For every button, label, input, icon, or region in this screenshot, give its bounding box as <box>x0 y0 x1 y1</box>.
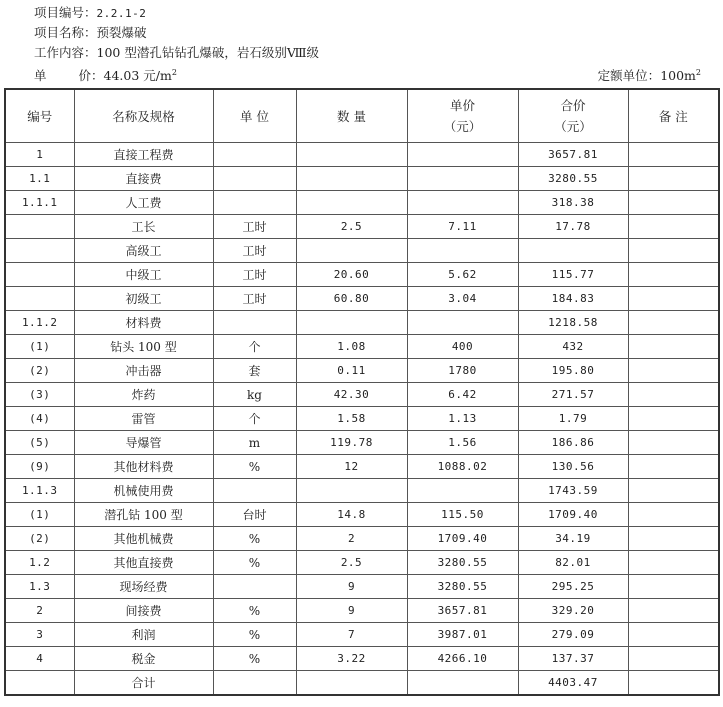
cell-price: 115.50 <box>407 503 518 527</box>
cell-code: (2) <box>5 527 74 551</box>
cell-price <box>407 239 518 263</box>
cell-qty: 0.11 <box>296 359 407 383</box>
cell-code <box>5 287 74 311</box>
table-row <box>5 359 719 383</box>
cell-code: (4) <box>5 407 74 431</box>
table-row <box>5 191 719 215</box>
cell-name: 冲击器 <box>74 359 213 383</box>
cell-code: (1) <box>5 503 74 527</box>
table-row <box>5 479 719 503</box>
cell-qty: 119.78 <box>296 431 407 455</box>
col-header-price-line1: 单价 <box>449 98 475 113</box>
cell-code: 1.1.1 <box>5 191 74 215</box>
cell-unit: % <box>213 551 296 575</box>
table-row <box>5 287 719 311</box>
cell-remark <box>628 239 719 263</box>
quota-unit-note <box>598 65 701 84</box>
work-content-value: 100 型潜孔钻钻孔爆破，岩石级别Ⅷ级 <box>96 45 320 60</box>
cell-unit <box>213 311 296 335</box>
cell-qty <box>296 671 407 696</box>
cell-qty <box>296 479 407 503</box>
table-row <box>5 335 719 359</box>
cell-qty: 9 <box>296 599 407 623</box>
cell-price: 1.13 <box>407 407 518 431</box>
table-row <box>5 431 719 455</box>
cell-remark <box>628 407 719 431</box>
cell-name: 现场经费 <box>74 575 213 599</box>
cell-total: 130.56 <box>518 455 628 479</box>
cell-total: 271.57 <box>518 383 628 407</box>
cell-price: 3987.01 <box>407 623 518 647</box>
cell-remark <box>628 335 719 359</box>
quota-unit-superscript: 2 <box>695 68 701 77</box>
unit-price-superscript: 2 <box>171 68 177 77</box>
cell-name: 雷管 <box>74 407 213 431</box>
quota-unit-label: 定额单位： <box>597 68 661 83</box>
cell-total: 1218.58 <box>518 311 628 335</box>
cell-total: 195.80 <box>518 359 628 383</box>
quota-table <box>4 88 720 696</box>
cell-total: 137.37 <box>518 647 628 671</box>
cell-unit: 工时 <box>213 239 296 263</box>
cell-unit: % <box>213 599 296 623</box>
cell-total <box>518 239 628 263</box>
col-header-total <box>518 89 628 143</box>
cell-total: 295.25 <box>518 575 628 599</box>
cell-code: 1.3 <box>5 575 74 599</box>
cell-price <box>407 671 518 696</box>
cell-total: 3657.81 <box>518 143 628 167</box>
cell-unit <box>213 671 296 696</box>
cell-remark <box>628 671 719 696</box>
cell-code: 1 <box>5 143 74 167</box>
unit-price-label-b: 价： <box>78 68 104 83</box>
cell-remark <box>628 359 719 383</box>
cell-price: 4266.10 <box>407 647 518 671</box>
cell-qty: 3.22 <box>296 647 407 671</box>
cell-qty: 1.58 <box>296 407 407 431</box>
unit-price-value: 44.03 元/m <box>103 68 172 83</box>
cell-qty <box>296 191 407 215</box>
cell-remark <box>628 263 719 287</box>
work-content-label: 工作内容： <box>34 45 97 60</box>
cell-total: 4403.47 <box>518 671 628 696</box>
cell-code: (9) <box>5 455 74 479</box>
cell-unit: % <box>213 623 296 647</box>
cell-code: (1) <box>5 335 74 359</box>
cell-code <box>5 239 74 263</box>
cell-price: 400 <box>407 335 518 359</box>
cell-unit <box>213 191 296 215</box>
table-row <box>5 311 719 335</box>
col-header-remark: 备 注 <box>628 89 719 143</box>
col-header-total-line1: 合价 <box>560 98 586 113</box>
cell-name: 间接费 <box>74 599 213 623</box>
cell-code: 2 <box>5 599 74 623</box>
table-row <box>5 551 719 575</box>
cell-total: 1743.59 <box>518 479 628 503</box>
cell-total: 82.01 <box>518 551 628 575</box>
cell-code <box>5 671 74 696</box>
cell-total: 432 <box>518 335 628 359</box>
cell-unit: m <box>213 431 296 455</box>
cell-unit: kg <box>213 383 296 407</box>
cell-remark <box>628 431 719 455</box>
project-name-label: 项目名称： <box>34 25 97 40</box>
cell-total: 186.86 <box>518 431 628 455</box>
table-row <box>5 623 719 647</box>
cell-unit: 套 <box>213 359 296 383</box>
cell-name: 直接费 <box>74 167 213 191</box>
cell-name: 其他材料费 <box>74 455 213 479</box>
cell-price: 7.11 <box>407 215 518 239</box>
cell-remark <box>628 623 719 647</box>
cell-total: 115.77 <box>518 263 628 287</box>
cell-price <box>407 311 518 335</box>
table-row <box>5 215 719 239</box>
cell-unit: % <box>213 527 296 551</box>
project-name-line <box>34 25 147 41</box>
cell-remark <box>628 191 719 215</box>
cell-qty <box>296 311 407 335</box>
cell-price: 1.56 <box>407 431 518 455</box>
project-number-line <box>34 5 146 22</box>
quota-unit-value: 100m <box>660 68 696 83</box>
cell-total: 1709.40 <box>518 503 628 527</box>
cell-total: 184.83 <box>518 287 628 311</box>
cell-name: 税金 <box>74 647 213 671</box>
cell-qty: 9 <box>296 575 407 599</box>
table-row <box>5 671 719 696</box>
cell-total: 1.79 <box>518 407 628 431</box>
cell-remark <box>628 215 719 239</box>
cell-remark <box>628 383 719 407</box>
cell-price: 6.42 <box>407 383 518 407</box>
cell-remark <box>628 311 719 335</box>
cell-name: 高级工 <box>74 239 213 263</box>
cell-qty: 1.08 <box>296 335 407 359</box>
cell-code <box>5 215 74 239</box>
table-row <box>5 503 719 527</box>
cell-remark <box>628 527 719 551</box>
cell-name: 初级工 <box>74 287 213 311</box>
cell-code: 3 <box>5 623 74 647</box>
cell-unit: 台时 <box>213 503 296 527</box>
cell-code: (2) <box>5 359 74 383</box>
cell-unit <box>213 575 296 599</box>
cell-total: 329.20 <box>518 599 628 623</box>
col-header-name: 名称及规格 <box>74 89 213 143</box>
cell-price <box>407 479 518 503</box>
cell-name: 炸药 <box>74 383 213 407</box>
col-header-qty: 数 量 <box>296 89 407 143</box>
cell-code <box>5 263 74 287</box>
cell-price: 3280.55 <box>407 575 518 599</box>
table-row <box>5 239 719 263</box>
cell-price: 5.62 <box>407 263 518 287</box>
cell-price: 1780 <box>407 359 518 383</box>
cell-remark <box>628 479 719 503</box>
table-row <box>5 383 719 407</box>
cell-code: 4 <box>5 647 74 671</box>
table-row <box>5 143 719 167</box>
cell-name: 钻头 100 型 <box>74 335 213 359</box>
cell-name: 合计 <box>74 671 213 696</box>
cell-qty <box>296 143 407 167</box>
table-row <box>5 599 719 623</box>
table-row <box>5 407 719 431</box>
cell-remark <box>628 455 719 479</box>
cell-unit: 工时 <box>213 287 296 311</box>
cell-total: 34.19 <box>518 527 628 551</box>
table-row <box>5 167 719 191</box>
cell-unit <box>213 143 296 167</box>
cell-total: 279.09 <box>518 623 628 647</box>
project-number-label: 项目编号： <box>34 5 97 20</box>
cell-total: 17.78 <box>518 215 628 239</box>
cell-qty: 7 <box>296 623 407 647</box>
col-header-total-line2: （元） <box>554 119 592 134</box>
cell-name: 中级工 <box>74 263 213 287</box>
cell-qty: 60.80 <box>296 287 407 311</box>
table-row <box>5 647 719 671</box>
table-header-row <box>5 89 719 143</box>
cell-remark <box>628 647 719 671</box>
cell-unit: 工时 <box>213 215 296 239</box>
cell-name: 导爆管 <box>74 431 213 455</box>
cell-qty: 12 <box>296 455 407 479</box>
cell-unit: 个 <box>213 407 296 431</box>
cell-code: 1.2 <box>5 551 74 575</box>
cell-unit <box>213 167 296 191</box>
cell-qty <box>296 167 407 191</box>
cell-price <box>407 191 518 215</box>
cell-name: 人工费 <box>74 191 213 215</box>
cell-name: 利润 <box>74 623 213 647</box>
cell-qty: 14.8 <box>296 503 407 527</box>
cell-total: 3280.55 <box>518 167 628 191</box>
col-header-code: 编号 <box>5 89 74 143</box>
cell-remark <box>628 575 719 599</box>
col-header-price <box>407 89 518 143</box>
cell-total: 318.38 <box>518 191 628 215</box>
table-row <box>5 575 719 599</box>
cell-price: 1709.40 <box>407 527 518 551</box>
cell-code: 1.1.3 <box>5 479 74 503</box>
cell-qty <box>296 239 407 263</box>
cell-name: 机械使用费 <box>74 479 213 503</box>
cell-name: 直接工程费 <box>74 143 213 167</box>
unit-price-label-a: 单 <box>34 68 47 83</box>
cell-unit: 个 <box>213 335 296 359</box>
cell-name: 潜孔钻 100 型 <box>74 503 213 527</box>
cell-qty: 20.60 <box>296 263 407 287</box>
cell-price <box>407 143 518 167</box>
cell-remark <box>628 143 719 167</box>
col-header-price-line2: （元） <box>443 119 482 134</box>
cell-code: (3) <box>5 383 74 407</box>
cell-remark <box>628 167 719 191</box>
cell-unit: % <box>213 647 296 671</box>
cell-price: 3657.81 <box>407 599 518 623</box>
cell-unit <box>213 479 296 503</box>
cell-name: 其他直接费 <box>74 551 213 575</box>
cell-unit: % <box>213 455 296 479</box>
cell-remark <box>628 599 719 623</box>
project-number-value: 2.2.1-2 <box>96 7 147 20</box>
table-row <box>5 455 719 479</box>
cell-remark <box>628 551 719 575</box>
cell-unit: 工时 <box>213 263 296 287</box>
cell-name: 工长 <box>74 215 213 239</box>
col-header-unit: 单 位 <box>213 89 296 143</box>
table-row <box>5 527 719 551</box>
cell-price <box>407 167 518 191</box>
cell-qty: 2 <box>296 527 407 551</box>
unit-price-line <box>34 65 177 84</box>
cell-code: 1.1.2 <box>5 311 74 335</box>
work-content-line <box>34 45 319 61</box>
cell-code: (5) <box>5 431 74 455</box>
cell-qty: 2.5 <box>296 551 407 575</box>
cell-qty: 42.30 <box>296 383 407 407</box>
cell-name: 材料费 <box>74 311 213 335</box>
cell-remark <box>628 503 719 527</box>
cell-code: 1.1 <box>5 167 74 191</box>
cell-name: 其他机械费 <box>74 527 213 551</box>
cell-price: 1088.02 <box>407 455 518 479</box>
cell-qty: 2.5 <box>296 215 407 239</box>
cell-price: 3280.55 <box>407 551 518 575</box>
cell-price: 3.04 <box>407 287 518 311</box>
table-body <box>5 143 719 696</box>
table-row <box>5 263 719 287</box>
cell-remark <box>628 287 719 311</box>
project-name-value: 预裂爆破 <box>96 25 147 40</box>
